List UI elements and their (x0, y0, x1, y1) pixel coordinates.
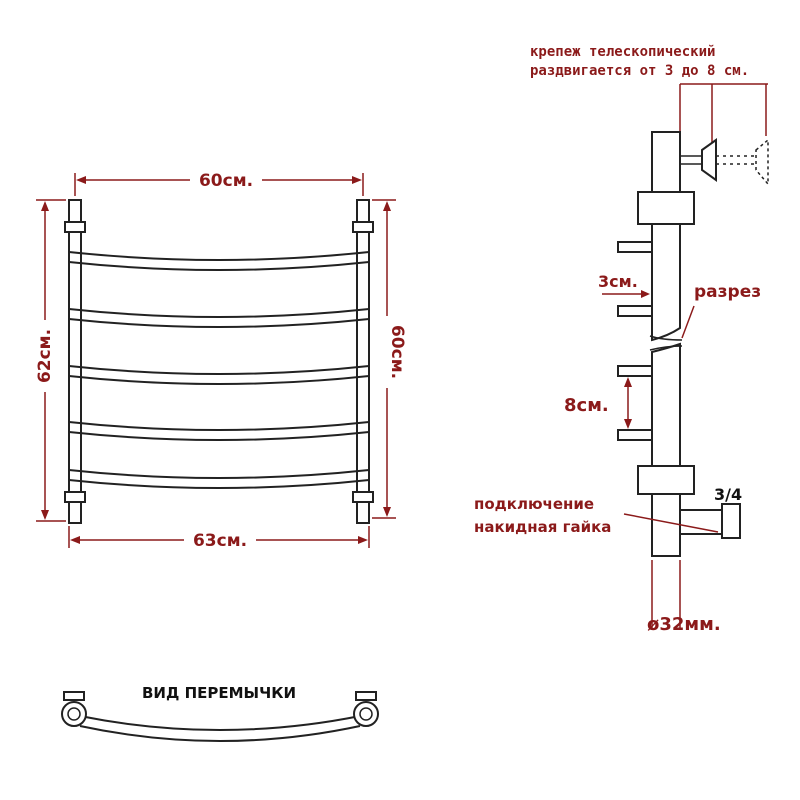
rung (69, 422, 369, 440)
jumper-right-bracket (356, 692, 376, 700)
left-bottom-bracket (65, 492, 85, 502)
dimension-left-height (35, 200, 66, 521)
label-pipe-diameter: ø32мм. (647, 614, 721, 635)
right-post (357, 200, 369, 523)
jumper-left-bracket (64, 692, 84, 700)
rung-stub (618, 366, 652, 376)
dimension-right-height (372, 200, 407, 518)
cut-callout (682, 282, 761, 338)
telescopic-mount (680, 140, 768, 184)
label-width-bottom: 63см. (192, 531, 248, 551)
right-top-bracket (353, 222, 373, 232)
side-view (474, 44, 768, 635)
label-jumper-view: ВИД ПЕРЕМЫЧКИ (142, 684, 297, 702)
jumper-left-end (62, 702, 86, 726)
dimension-pipe-diameter (647, 560, 721, 635)
rung (69, 252, 369, 270)
left-post (69, 200, 81, 523)
dimension-bottom-width (69, 526, 369, 551)
label-cut: разрез (694, 282, 762, 302)
front-view (35, 171, 407, 551)
upper-clamp (638, 192, 694, 224)
label-mount-line1: крепеж телескопический (530, 44, 716, 60)
label-thread: 3/4 (714, 485, 743, 504)
upper-collector-pipe (652, 132, 680, 340)
mount-cone (702, 140, 716, 180)
bottom-view (62, 684, 378, 741)
union-nut (722, 504, 740, 538)
right-bottom-bracket (353, 492, 373, 502)
mount-leader (680, 84, 768, 150)
rung (69, 366, 369, 384)
label-height-left: 62см. (35, 328, 55, 384)
label-wall-gap: 3см. (598, 272, 638, 291)
left-top-bracket (65, 222, 85, 232)
rung-stub (618, 430, 652, 440)
label-connection-line2: накидная гайка (474, 518, 612, 536)
dimension-rung-pitch (564, 377, 632, 429)
mount-cone-extended (756, 140, 768, 184)
rungs (69, 252, 369, 488)
label-mount-line2: раздвигается от 3 до 8 см. (530, 63, 750, 79)
lower-clamp (638, 466, 694, 494)
jumper-bar (80, 716, 360, 741)
label-rung-pitch: 8см. (564, 395, 609, 416)
dimension-wall-gap (598, 272, 650, 298)
label-width-top: 60см. (198, 171, 254, 191)
jumper-right-end (354, 702, 378, 726)
rung-stub (618, 306, 652, 316)
label-height-right: 60см. (387, 324, 407, 380)
side-outlet (680, 510, 722, 534)
rung-stub (618, 242, 652, 252)
rung (69, 309, 369, 327)
label-connection-line1: подключение (474, 495, 595, 513)
dimension-top-width (75, 171, 363, 196)
rung (69, 470, 369, 488)
